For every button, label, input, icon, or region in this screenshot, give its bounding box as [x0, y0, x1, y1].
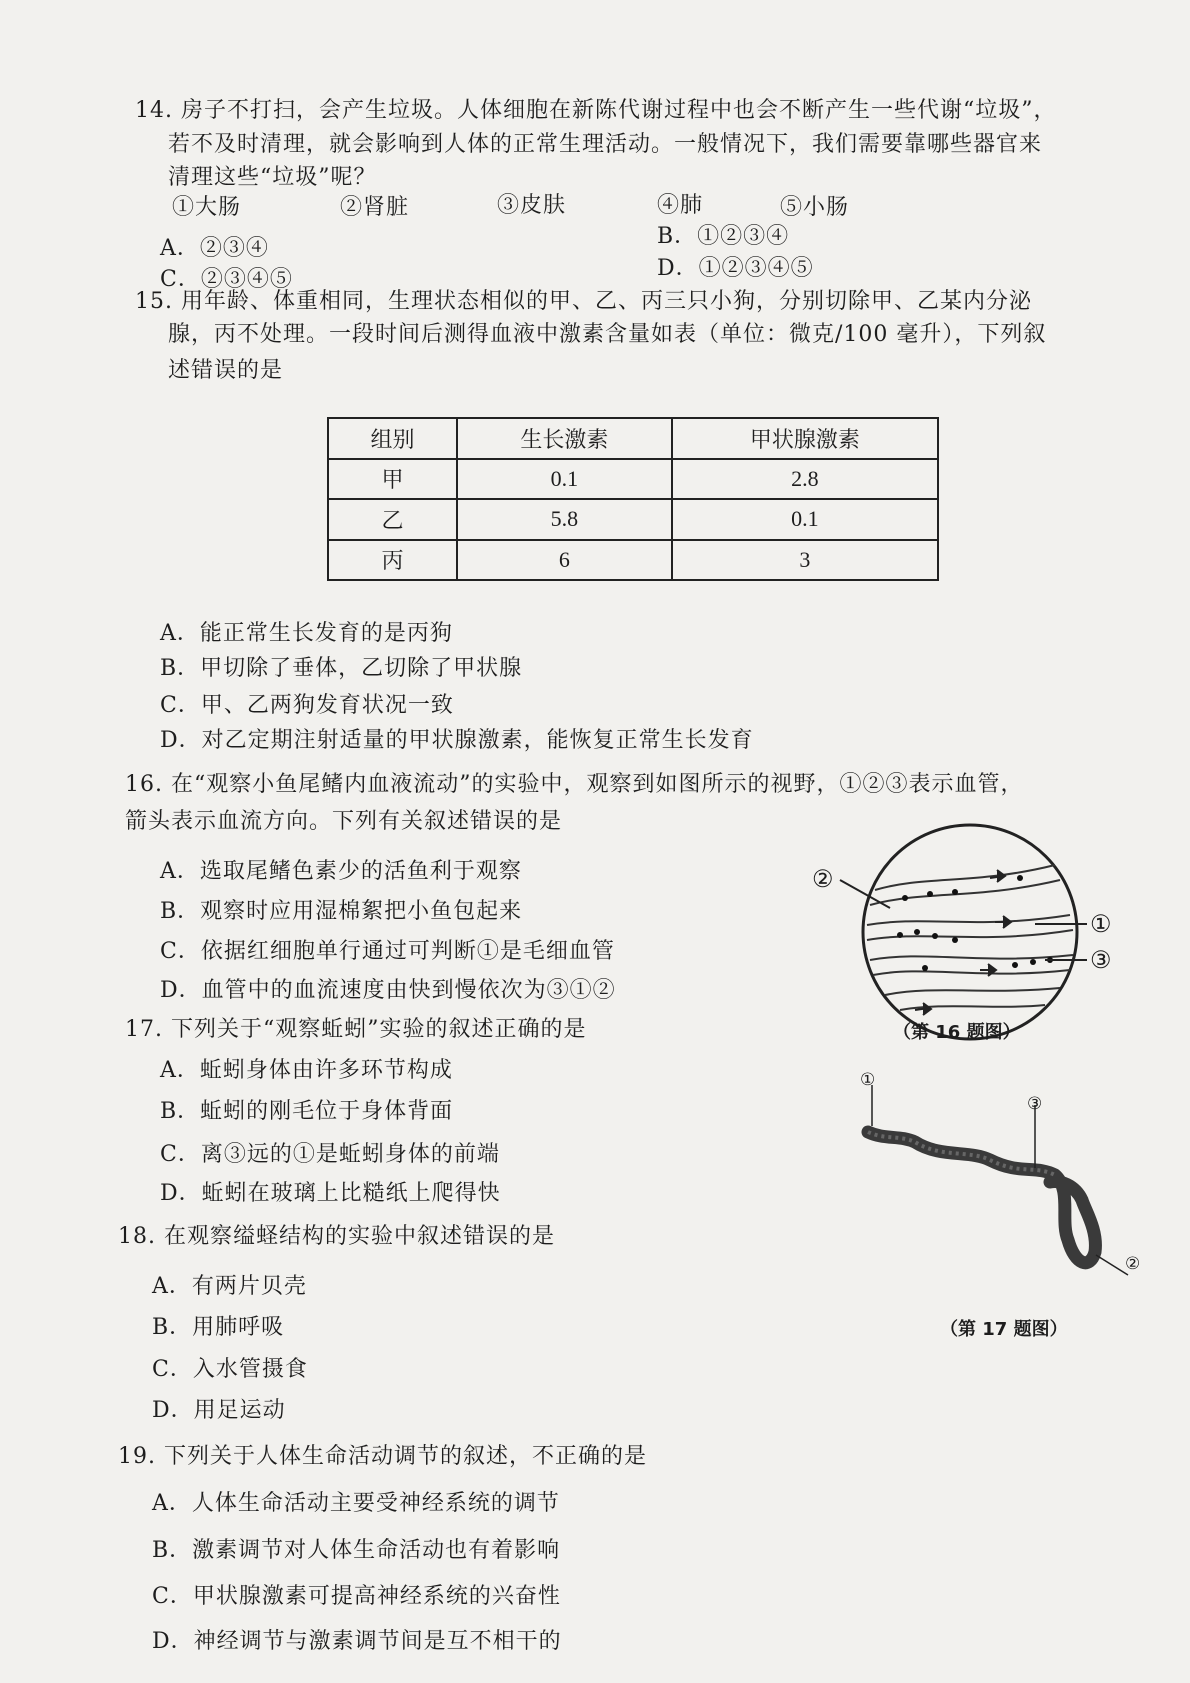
q18-option-c: C．入水管摄食 [152, 1357, 308, 1382]
table-row [328, 540, 938, 581]
table-header: 组别 [328, 418, 457, 459]
q14-option-d: D．①②③④⑤ [657, 256, 814, 281]
q15-stem-line-2: 腺，丙不处理。一段时间后测得血液中激素含量如表（单位：微克/100 毫升），下列叙 [168, 322, 1047, 347]
q14-option-b: B．①②③④ [657, 224, 790, 249]
q14-stem-line-1: 14. 房子不打扫，会产生垃圾。人体细胞在新陈代谢过程中也会不断产生一些代谢“垃圾”， [135, 98, 1057, 123]
table-cell: 0.1 [457, 459, 672, 500]
q17-figure-label-3: ③ [1027, 1094, 1044, 1114]
q14-stem-line-2: 若不及时清理，就会影响到人体的正常生理活动。一般情况下，我们需要靠哪些器官来 [168, 132, 1043, 157]
table-cell: 0.1 [672, 499, 938, 540]
hormone-table [327, 417, 939, 581]
q17-option-d: D．蚯蚓在玻璃上比糙纸上爬得快 [160, 1181, 501, 1206]
q15-stem-line-3: 述错误的是 [168, 358, 284, 383]
table-cell: 丙 [328, 540, 457, 581]
q18-option-b: B．用肺呼吸 [152, 1315, 285, 1340]
q16-option-b: B．观察时应用湿棉絮把小鱼包起来 [160, 899, 523, 924]
q17-option-b: B．蚯蚓的刚毛位于身体背面 [160, 1099, 454, 1124]
q17-figure-caption: （第 17 题图） [940, 1319, 1068, 1340]
q15-option-b: B．甲切除了垂体，乙切除了甲状腺 [160, 656, 523, 681]
table-cell: 2.8 [672, 459, 938, 500]
q18-option-d: D．用足运动 [152, 1398, 286, 1423]
table-cell: 3 [672, 540, 938, 581]
q14-item-4: ④肺 [657, 193, 704, 218]
q16-figure-caption: （第 16 题图） [893, 1022, 1021, 1043]
q19-option-b: B．激素调节对人体生命活动也有着影响 [152, 1538, 561, 1563]
q15-option-a: A．能正常生长发育的是丙狗 [160, 621, 453, 646]
q16-stem-line-1: 16. 在“观察小鱼尾鳍内血液流动”的实验中，观察到如图所示的视野，①②③表示血管， [125, 772, 1024, 797]
table-row [328, 499, 938, 540]
q14-item-3: ③皮肤 [497, 193, 567, 218]
q14-option-a: A．②③④ [160, 236, 269, 261]
q16-option-c: C．依据红细胞单行通过可判断①是毛细血管 [160, 939, 615, 964]
q16-blood-flow-figure [805, 820, 1125, 1045]
table-header: 生长激素 [457, 418, 672, 459]
table-cell: 甲 [328, 459, 457, 500]
q18-option-a: A．有两片贝壳 [152, 1274, 307, 1299]
table-cell: 5.8 [457, 499, 672, 540]
q17-option-c: C．离③远的①是蚯蚓身体的前端 [160, 1142, 500, 1167]
q16-figure-label-3: ③ [1090, 946, 1113, 974]
q19-option-a: A．人体生命活动主要受神经系统的调节 [152, 1491, 560, 1516]
q14-stem-line-3: 清理这些“垃圾”呢？ [168, 165, 377, 190]
q18-stem: 18. 在观察缢蛏结构的实验中叙述错误的是 [118, 1224, 555, 1249]
q14-item-2: ②肾脏 [340, 195, 410, 220]
q17-stem: 17. 下列关于“观察蚯蚓”实验的叙述正确的是 [125, 1017, 587, 1042]
q14-option-c: C．②③④⑤ [160, 267, 293, 292]
table-header: 甲状腺激素 [672, 418, 938, 459]
table-header-row [328, 418, 938, 459]
q14-item-1: ①大肠 [172, 195, 242, 220]
table-cell: 6 [457, 540, 672, 581]
q16-option-d: D．血管中的血流速度由快到慢依次为③①② [160, 978, 616, 1003]
q15-option-c: C．甲、乙两狗发育状况一致 [160, 693, 454, 718]
q17-earthworm-figure [860, 1080, 1160, 1290]
q19-option-c: C．甲状腺激素可提高神经系统的兴奋性 [152, 1584, 561, 1609]
table-cell: 乙 [328, 499, 457, 540]
q14-item-5: ⑤小肠 [780, 195, 850, 220]
q16-figure-label-2: ② [812, 865, 835, 893]
q19-stem: 19. 下列关于人体生命活动调节的叙述，不正确的是 [118, 1444, 647, 1469]
q19-option-d: D．神经调节与激素调节间是互不相干的 [152, 1629, 562, 1654]
q15-option-d: D．对乙定期注射适量的甲状腺激素，能恢复正常生长发育 [160, 728, 754, 753]
q16-figure-label-1: ① [1090, 910, 1113, 938]
q17-figure-label-2: ② [1125, 1254, 1142, 1274]
q17-option-a: A．蚯蚓身体由许多环节构成 [160, 1058, 453, 1083]
q16-stem-line-2: 箭头表示血流方向。下列有关叙述错误的是 [125, 809, 563, 834]
q15-stem-line-1: 15. 用年龄、体重相同，生理状态相似的甲、乙、丙三只小狗，分别切除甲、乙某内分泌 [135, 289, 1032, 314]
table-row [328, 459, 938, 500]
q17-figure-label-1: ① [860, 1070, 877, 1090]
q16-option-a: A．选取尾鳍色素少的活鱼利于观察 [160, 859, 522, 884]
